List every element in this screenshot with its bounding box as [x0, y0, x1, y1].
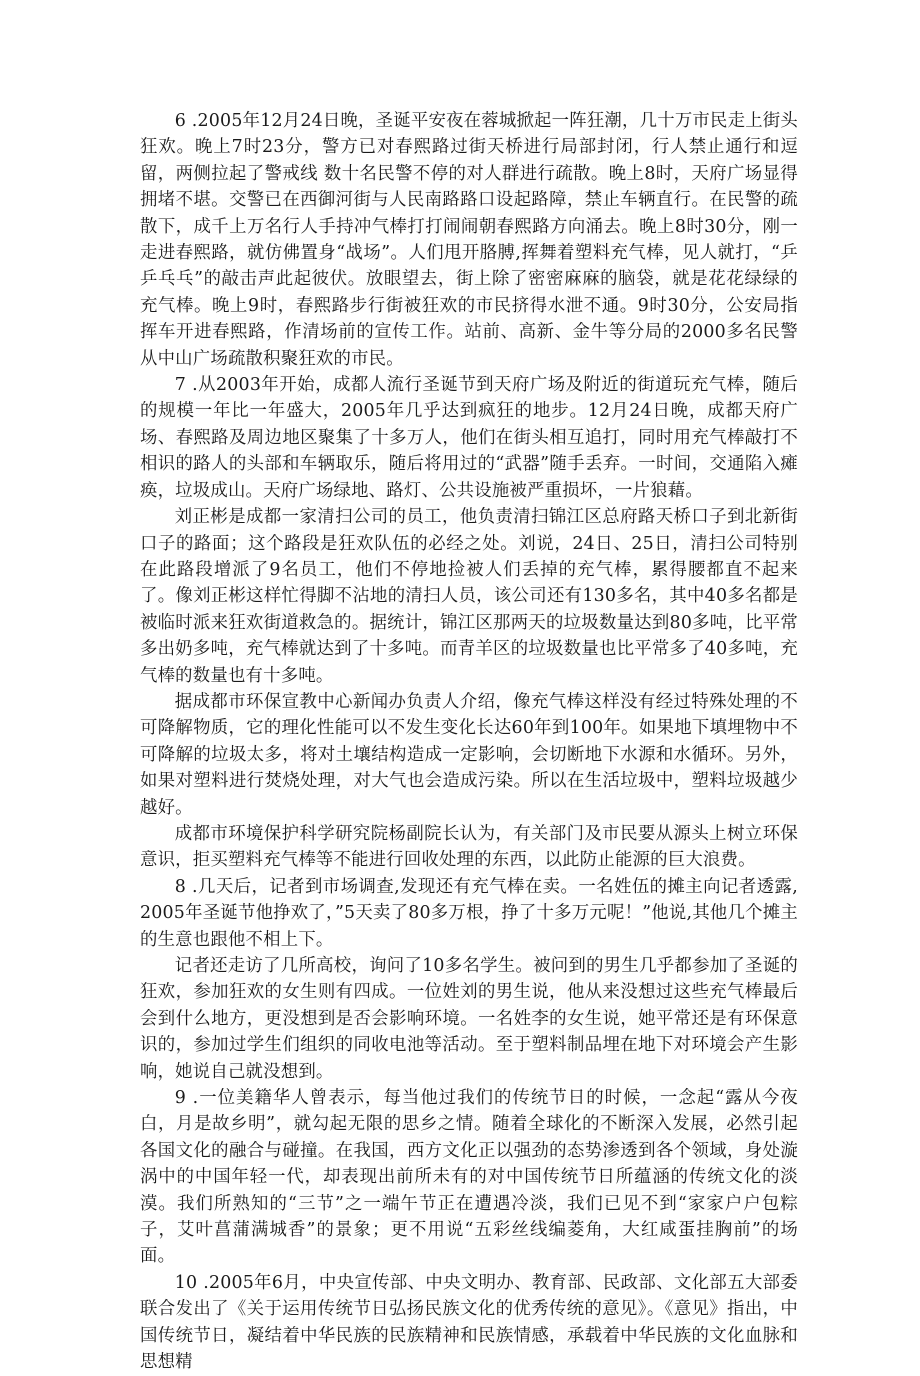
paragraph-6: 6 .2005年12月24日晚，圣诞平安夜在蓉城掀起一阵狂潮，几十万市民走上街头狂欢。晚上7时23分，警方已对春熙路过街天桥进行局部封闭，行人禁止通行和逗留，两侧拉起了警戒线 数十名民警不停的对人群进行疏散。晚上8时，天府广场显得拥堵不堪。交警已在西御河街与人民南路路口设起路障，禁止车辆直行。在民警的疏散下，成千上万名行人手持冲气棒打打闹闹朝春熙路方向涌去。晚上8时30分，刚一走进春熙路，就仿佛置身“战场”。人们甩开胳膊,挥舞着塑料充气棒，见人就打，“乒乒乓乓”的敲击声此起彼伏。放眼望去，街上除了密密麻麻的脑袋，就是花花绿绿的充气棒。晚上9时，春熙路步行街被狂欢的市民挤得水泄不通。9时30分，公安局指挥车开进春熙路，作清场前的宣传工作。站前、高新、金牛等分局的2000多名民警从中山广场疏散积聚狂欢的市民。 [140, 111, 798, 369]
paragraph-8: 8 .几天后，记者到市场调查,发现还有充气棒在卖。一名姓伍的摊主向记者透露,2005年圣诞节他挣欢了，”5天卖了80多万根，挣了十多万元呢！”他说,其他几个摊主的生意也跟他不相上下。 [140, 876, 798, 950]
paragraph-liu-zhengbin: 刘正彬是成都一家清扫公司的员工，他负责清扫锦江区总府路天桥口子到北新街口子的路面；这个路段是狂欢队伍的必经之处。刘说，24日、25日，清扫公司特别在此路段增派了9名员工，他们不停地捡被人们丢掉的充气棒，累得腰都直不起来了。像刘正彬这样忙得脚不沾地的清扫人员，该公司还有130多名，其中40多名都是被临时派来狂欢街道救急的。据统计，锦江区那两天的垃圾数量达到80多吨，比平常多出奶多吨，充气棒就达到了十多吨。而青羊区的垃圾数量也比平常多了40多吨，充气棒的数量也有十多吨。 [140, 507, 798, 686]
paragraph-env-office: 据成都市环保宣教中心新闻办负责人介绍，像充气棒这样没有经过特殊处理的不可降解物质，它的理化性能可以不发生变化长达60年到100年。如果地下填埋物中不可降解的垃圾太多，将对土壤结构造成一定影响，会切断地下水源和水循环。另外，如果对塑料进行焚烧处理，对大气也会造成污染。所以在生活垃圾中，塑料垃圾越少越好。 [140, 691, 798, 818]
paragraph-research-institute: 成都市环境保护科学研究院杨副院长认为，有关部门及市民要从源头上树立环保意识，拒买塑料充气棒等不能进行回收处理的东西，以此防止能源的巨大浪费。 [140, 823, 798, 871]
paragraph-students: 记者还走访了几所高校，询问了10多名学生。被问到的男生几乎都参加了圣诞的狂欢，参加狂欢的女生则有四成。一位姓刘的男生说，他从来没想过这些充气棒最后会到什么地方，更没想到是否会影响环境。一名姓李的女生说，她平常还是有环保意识的，参加过学生们组织的同收电池等活动。至于塑料制品埋在地下对环境会产生影响，她说自己就没想到。 [140, 956, 798, 1082]
paragraph-9: 9 .一位美籍华人曾表示，每当他过我们的传统节日的时候，一念起“露从今夜白，月是故乡明”，就勾起无限的思乡之情。随着全球化的不断深入发展，必然引起各国文化的融合与碰撞。在我国，西方文化正以强劲的态势渗透到各个领域，身处漩涡中的中国年轻一代，却表现出前所未有的对中国传统节日所蕴涵的传统文化的淡漠。我们所熟知的“三节”之一端午节正在遭遇冷淡，我们已见不到“家家户户包粽子，艾叶菖蒲满城香”的景象；更不用说“五彩丝线编菱角，大红咸蛋挂胸前”的场面。 [140, 1088, 798, 1267]
paragraph-10: 10 .2005年6月，中央宣传部、中央文明办、教育部、民政部、文化部五大部委联合发出了《关于运用传统节日弘扬民族文化的优秀传统的意见》。《意见》指出，中国传统节日，凝结着中华民族的民族精神和民族情感，承载着中华民族的文化血脉和思想精 [140, 1272, 798, 1373]
paragraph-7: 7 .从2003年开始，成都人流行圣诞节到天府广场及附近的街道玩充气棒，随后的规模一年比一年盛大，2005年几乎达到疯狂的地步。12月24日晚，成都天府广场、春熙路及周边地区聚集了十多万人，他们在街头相互追打，同时用充气棒敲打不相识的路人的头部和车辆取乐，随后将用过的“武器”随手丢弃。一时间，交通陷入瘫痪，垃圾成山。天府广场绿地、路灯、公共设施被严重损坏，一片狼藉。 [140, 375, 798, 501]
document-page [140, 108, 798, 1376]
